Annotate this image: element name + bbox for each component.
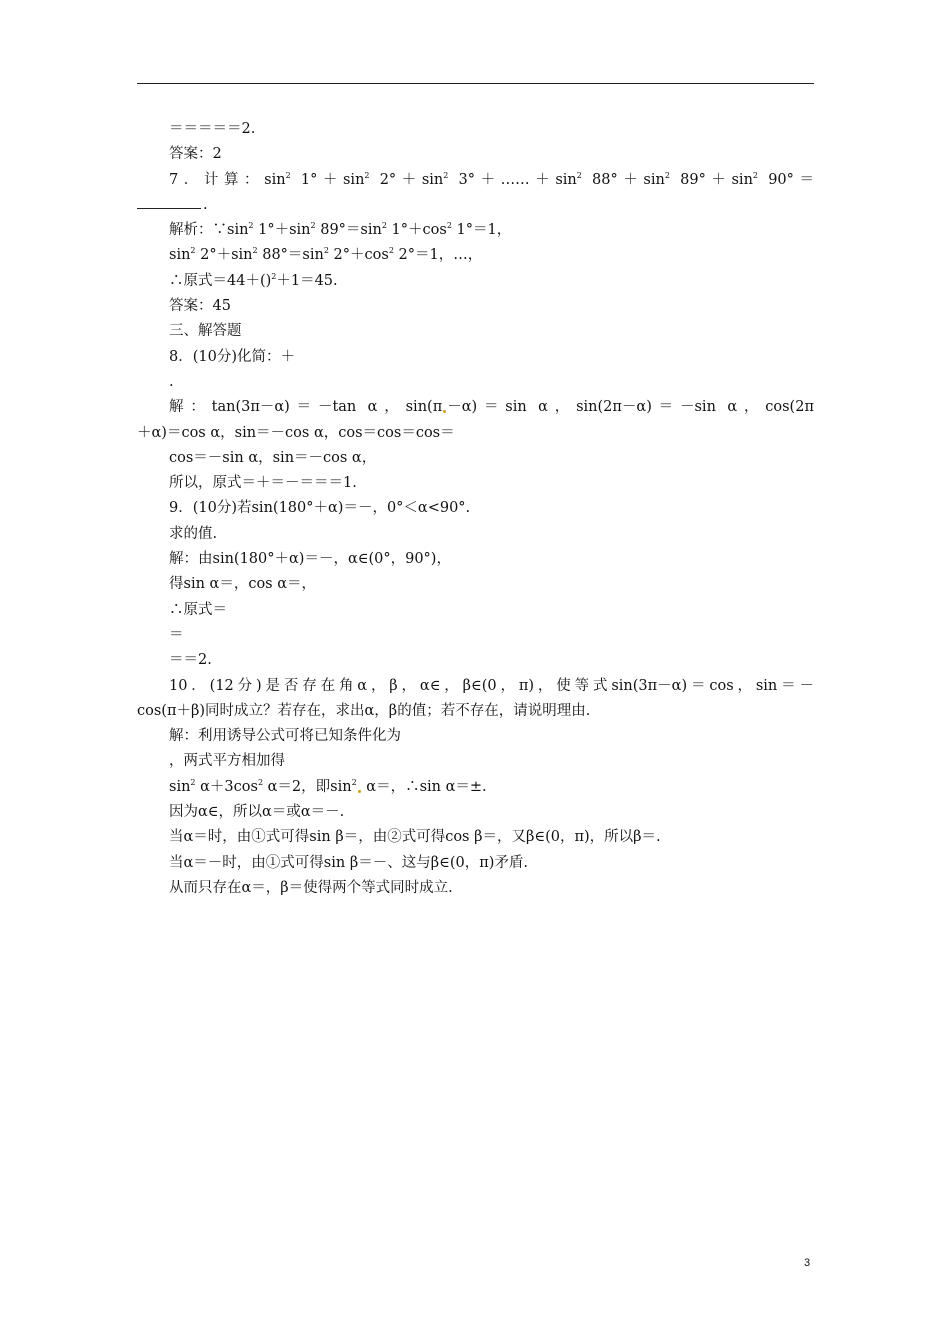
answer-blank-line: . xyxy=(137,193,814,218)
section-heading: 三、解答题 xyxy=(169,323,242,340)
text-line: cos(π＋β)同时成立？若存在，求出α，β的值；若不存在，请说明理由. xyxy=(137,702,591,719)
text-line: 解析：$\because\sin^2$ $1^\circ+\sin^2$ $89^\circ=\sin^2$ $1^\circ+\cos^2$ 1°＝1， xyxy=(169,221,512,239)
question-9: 9．(10分)若sin(180°＋α)＝－，0°＜α<90°. xyxy=(169,500,471,517)
text-line: ∴原式＝ xyxy=(169,601,227,618)
text-line: 因为α∈，所以α＝或α＝－. xyxy=(169,804,345,821)
text-line: . xyxy=(169,373,174,390)
page-number: 3 xyxy=(804,1257,811,1269)
text-line: ＝＝2. xyxy=(169,652,212,669)
header-rule xyxy=(137,83,814,84)
text-line: 解：利用诱导公式可将已知条件化为 xyxy=(169,728,401,745)
text-line: 从而只存在α＝，β＝使得两个等式同时成立. xyxy=(169,879,453,896)
text-line: 解：由sin(180°＋α)＝－，α∈(0°，90°)， xyxy=(169,551,451,568)
mark-dot xyxy=(358,790,361,793)
text-line: $\sin^2 2^\circ+\sin^2$ $88^\circ=\sin^2$ $2^\circ+\cos^2$ 2°＝1，…， xyxy=(169,246,483,264)
text-line: ∴原式＝44＋()$^2$＋1＝45. xyxy=(169,271,338,289)
text-line: 求的值. xyxy=(169,525,218,542)
answer-blank xyxy=(137,194,201,209)
text-line: 所以，原式＝＋＝－＝＝＝1. xyxy=(169,475,357,492)
text-line: 得sin α＝，cos α＝， xyxy=(169,576,317,593)
question-10: 10．(12分)是否存在角α，β，α∈，β∈(0，π)，使等式sin(3π－α)＝cos，sin＝－ xyxy=(169,677,814,694)
answer-line: 答案：45 xyxy=(169,298,231,315)
mark-dot xyxy=(443,410,446,413)
text-line: ＝ xyxy=(169,626,184,643)
text-line: 当α＝时，由①式可得sin β＝，由②式可得cos β＝，又β∈(0，π)，所以β＝. xyxy=(169,829,661,846)
question-8: 8．(10分)化简：＋ xyxy=(169,348,295,365)
text-line: 解：tan(3π－α)＝－tan α，sin(π －α)＝sin α，sin(2π－α)＝－sin α，cos(2π xyxy=(169,399,814,416)
document-body xyxy=(137,117,814,901)
text-line: 当α＝－时，由①式可得sin β＝－、这与β∈(0，π)矛盾. xyxy=(169,854,528,871)
text-line: ＝＝＝＝＝2. xyxy=(169,121,256,137)
text-line: ＋α)＝cos α，sin＝－cos α，cos＝cos＝cos＝ xyxy=(137,424,455,441)
text-line: cos＝－sin α，sin＝－cos α， xyxy=(169,449,377,466)
text-line: $\sin^2 \alpha+3\cos^2$ α＝2，即$\sin^2 \alpha=$，∴sin α＝±. xyxy=(169,777,487,795)
text-line: ，两式平方相加得 xyxy=(169,753,285,770)
question-7: 7．计算：$\sin^2 1^\circ+\sin^2$ $2^\circ+\sin^2$ $3^\circ+\dots\dots+\sin^2$ $88^\circ+\sin^2$ $89^\circ+\sin^2$ 90°＝ xyxy=(169,170,814,188)
answer-line: 答案：2 xyxy=(169,146,222,163)
